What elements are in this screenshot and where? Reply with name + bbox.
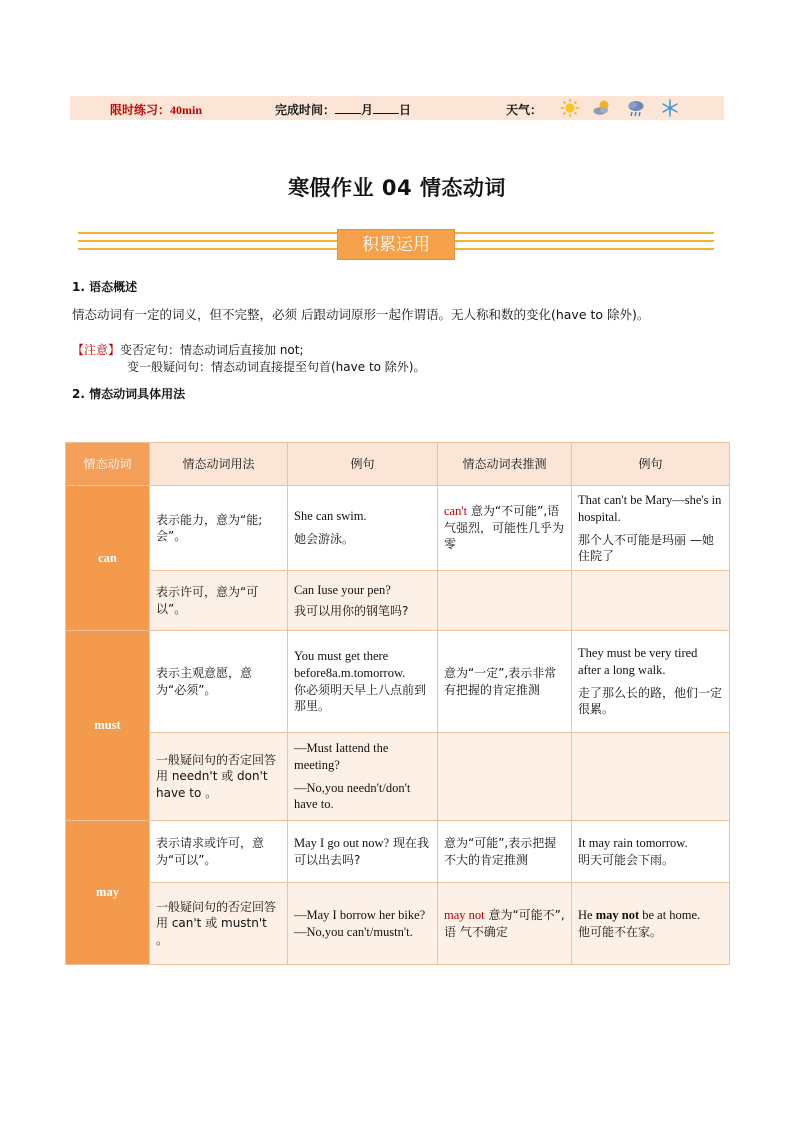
inference-cell: 意为“可能”,表示把握不大的肯定推测	[438, 821, 572, 883]
weather-label: 天气：	[506, 103, 543, 117]
day-blank[interactable]	[373, 102, 399, 114]
usage-cell: 表示请求或许可，意为“可以”。	[150, 821, 288, 883]
header-cell: 例句	[288, 443, 438, 486]
example-cell: It may rain tomorrow. 明天可能会下雨。	[572, 821, 730, 883]
usage-cell: 一般疑问句的否定回答用 needn't 或 don't have to 。	[150, 733, 288, 821]
rain-cloud-icon	[626, 98, 646, 118]
example-cell: Can Iuse your pen? 我可以用你的钢笔吗?	[288, 571, 438, 631]
table-row	[66, 571, 730, 631]
example-cell	[572, 571, 730, 631]
note-line-2: 变一般疑问句：情态动词直接提至句首(have to 除外)。	[127, 360, 426, 374]
usage-cell: 表示能力，意为“能;会”。	[150, 486, 288, 571]
inference-cell: may not 意为“可能不”,语 气不确定	[438, 883, 572, 965]
example-cell: You must get there before8a.m.tomorrow. 你必须明天早上八点前到那里。	[288, 631, 438, 733]
modal-must: must	[66, 631, 150, 821]
inference-cell: 意为“一定”,表示非常有把握的肯定推测	[438, 631, 572, 733]
table-row	[66, 733, 730, 821]
header-cell: 例句	[572, 443, 730, 486]
completion-time-label: 完成时间： 月 日	[275, 103, 412, 117]
inference-cell	[438, 733, 572, 821]
heading-usage: 2. 情态动词具体用法	[72, 387, 186, 401]
header-band	[70, 96, 724, 120]
overview-paragraph: 情态动词有一定的词义，但不完整，必须 后跟动词原形一起作谓语。无人称和数的变化(have to 除外)。	[72, 307, 650, 322]
example-cell: —May I borrow her bike? —No,you can't/mustn't.	[288, 883, 438, 965]
example-cell	[572, 733, 730, 821]
note-line-1: 【注意】变否定句：情态动词后直接加 not;	[72, 343, 304, 357]
table-row	[66, 883, 730, 965]
heading-overview: 1. 语态概述	[72, 280, 138, 294]
table-header-row	[66, 443, 730, 486]
example-cell: That can't be Mary—she's in hospital. 那个人不可能是玛丽 —她住院了	[572, 486, 730, 571]
usage-cell: 表示许可，意为“可以”。	[150, 571, 288, 631]
example-cell: May I go out now? 现在我可以出去吗?	[288, 821, 438, 883]
table-row	[66, 631, 730, 733]
table-row	[66, 821, 730, 883]
sun-icon	[560, 98, 580, 118]
usage-cell: 一般疑问句的否定回答用 can't 或 mustn't 。	[150, 883, 288, 965]
example-cell: She can swim. 她会游泳。	[288, 486, 438, 571]
table-row	[66, 486, 730, 571]
modal-can: can	[66, 486, 150, 631]
modal-may: may	[66, 821, 150, 965]
example-cell: They must be very tired after a long walk. 走了那么长的路，他们一定很累。	[572, 631, 730, 733]
inference-cell	[438, 571, 572, 631]
usage-cell: 表示主观意愿，意为“必须”。	[150, 631, 288, 733]
snowflake-icon	[660, 98, 680, 118]
practice-time-label: 限时练习：40min	[110, 103, 203, 117]
example-cell: He may not be at home. 他可能不在家。	[572, 883, 730, 965]
partly-cloudy-icon	[592, 98, 612, 118]
modal-verbs-table	[65, 442, 730, 965]
header-cell: 情态动词	[66, 443, 150, 486]
section-badge: 积累运用	[337, 229, 455, 260]
header-cell: 情态动词用法	[150, 443, 288, 486]
month-blank[interactable]	[335, 102, 361, 114]
note-tag: 【注意】	[72, 343, 121, 357]
example-cell: —Must Iattend the meeting? —No,you needn't/don't have to.	[288, 733, 438, 821]
page-title: 寒假作业 04 情态动词	[288, 176, 506, 200]
header-cell: 情态动词表推测	[438, 443, 572, 486]
inference-cell: can't 意为“不可能”,语 气强烈，可能性几乎为零	[438, 486, 572, 571]
